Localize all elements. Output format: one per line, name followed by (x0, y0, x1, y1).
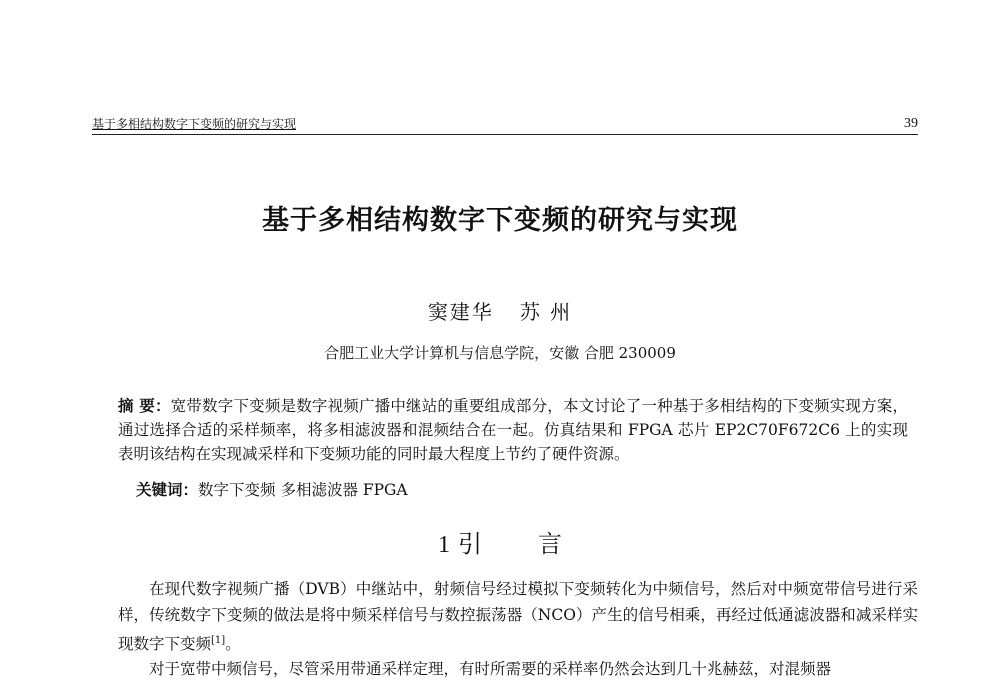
running-head-title: 基于多相结构数字下变频的研究与实现 (92, 117, 297, 131)
abstract-text: 宽带数字下变频是数字视频广播中继站的重要组成部分，本文讨论了一种基于多相结构的下变频实现方案，通过选择合适的采样频率，将多相滤波器和混频结合在一起。仿真结果和 FPGA 芯片 EP2C70F672C6 上的实现表明该结构在实现减采样和下变频功能的同时最大程度上节约了硬件资源。 (118, 397, 908, 463)
body-paragraph-2: 对于宽带中频信号，尽管采用带通采样定理，有时所需要的采样率仍然会达到几十兆赫兹，对混频器 (149, 660, 832, 678)
keywords-text: 数字下变频 多相滤波器 FPGA (198, 481, 408, 499)
keywords (136, 478, 906, 500)
paragraph-1-end: 。 (225, 635, 241, 654)
section-heading (0, 524, 1000, 559)
section-number: 1 (438, 532, 450, 558)
keywords-label: 关键词： (136, 481, 199, 499)
paragraph-1-text: 在现代数字视频广播（DVB）中继站中，射频信号经过模拟下变频转化为中频信号，然后对中频宽带信号进行采样，传统数字下变频的做法是将中频采样信号与数控振荡器（NCO）产生的信号相乘，再经过低通滤波器和减采样实现数字下变频 (118, 580, 918, 654)
body-paragraph-1 (118, 576, 918, 657)
abstract-label: 摘 要： (118, 397, 171, 415)
section-title-char-1: 引 (458, 530, 482, 558)
running-head (92, 116, 918, 135)
page-number: 39 (904, 116, 918, 131)
author-1: 窦建华 (427, 300, 494, 324)
affiliation: 合肥工业大学计算机与信息学院，安徽 合肥 230009 (324, 344, 676, 362)
paper-title: 基于多相结构数字下变频的研究与实现 (262, 205, 738, 236)
authors (0, 296, 1000, 325)
section-title-char-2: 言 (538, 530, 562, 558)
citation-ref: [1] (211, 635, 226, 646)
abstract (118, 394, 908, 466)
author-2: 苏 州 (519, 300, 573, 324)
